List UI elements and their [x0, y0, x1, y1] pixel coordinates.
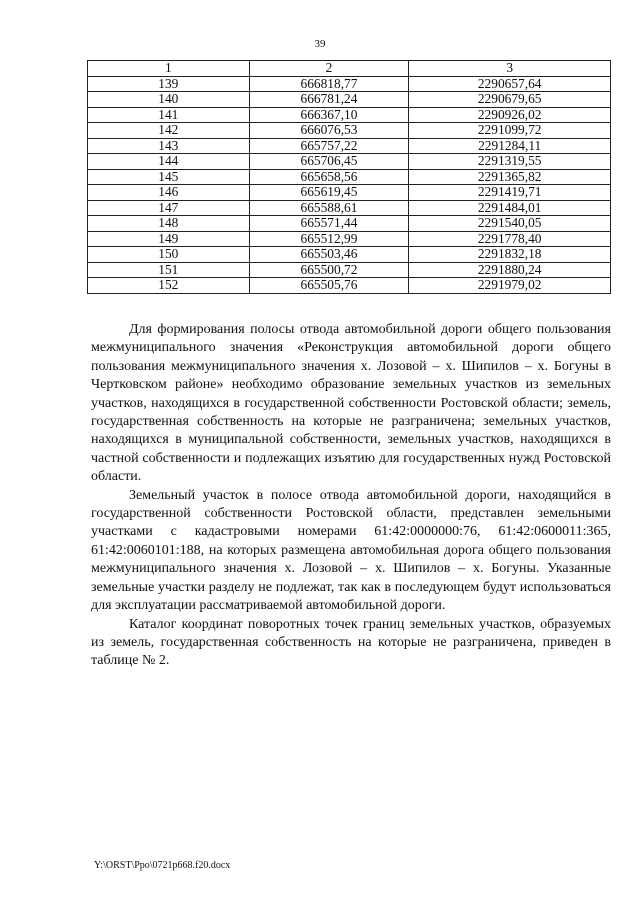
cell-point-number: 150	[88, 247, 250, 263]
cell-point-number: 149	[88, 231, 250, 247]
cell-x-coordinate: 666367,10	[249, 107, 409, 123]
cell-x-coordinate: 665512,99	[249, 231, 409, 247]
table-row	[88, 138, 611, 154]
cell-point-number: 148	[88, 216, 250, 232]
cell-x-coordinate: 665571,44	[249, 216, 409, 232]
cell-point-number: 142	[88, 123, 250, 139]
cell-y-coordinate: 2291419,71	[409, 185, 611, 201]
table-body	[88, 76, 611, 293]
cell-y-coordinate: 2290679,65	[409, 92, 611, 108]
table-row	[88, 185, 611, 201]
paragraph-catalog-reference: Каталог координат поворотных точек границ земельных участков, образуемых из земель, государственная собственность на которые не разграничена, приведен в таблице № 2.	[91, 616, 611, 669]
cell-x-coordinate: 665658,56	[249, 169, 409, 185]
cell-point-number: 143	[88, 138, 250, 154]
cell-y-coordinate: 2291979,02	[409, 278, 611, 294]
header-cell-x: 2	[249, 61, 409, 77]
table-row	[88, 200, 611, 216]
cell-point-number: 145	[88, 169, 250, 185]
cell-point-number: 140	[88, 92, 250, 108]
coordinates-table	[87, 60, 611, 294]
cell-x-coordinate: 666818,77	[249, 76, 409, 92]
cell-x-coordinate: 665588,61	[249, 200, 409, 216]
cell-x-coordinate: 665505,76	[249, 278, 409, 294]
cell-y-coordinate: 2291484,01	[409, 200, 611, 216]
table-header-row	[88, 61, 611, 77]
cell-y-coordinate: 2291365,82	[409, 169, 611, 185]
cell-point-number: 147	[88, 200, 250, 216]
table-row	[88, 92, 611, 108]
cell-x-coordinate: 666781,24	[249, 92, 409, 108]
cell-x-coordinate: 666076,53	[249, 123, 409, 139]
cell-y-coordinate: 2291284,11	[409, 138, 611, 154]
page-number: 39	[314, 38, 326, 50]
cell-x-coordinate: 665500,72	[249, 262, 409, 278]
cell-point-number: 146	[88, 185, 250, 201]
table-row	[88, 262, 611, 278]
table-row	[88, 216, 611, 232]
cell-y-coordinate: 2291319,55	[409, 154, 611, 170]
table-row	[88, 154, 611, 170]
body-text	[91, 321, 611, 671]
table-row	[88, 278, 611, 294]
table-row	[88, 247, 611, 263]
cell-x-coordinate: 665757,22	[249, 138, 409, 154]
table-row	[88, 231, 611, 247]
cell-point-number: 144	[88, 154, 250, 170]
cell-y-coordinate: 2291099,72	[409, 123, 611, 139]
paragraph-right-of-way: Для формирования полосы отвода автомобильной дороги общего пользования межмуниципального значения «Реконструкция автомобильной дороги общего пользования межмуниципального значения х. Лозовой – х. Шипилов – х. Богуны в Чертковском районе» необходимо образование земельных участков из земельных участков, находящихся в государственной собственности Ростовской области; земель, государственная собственность на которые не разграничена; земельных участков, находящихся в муниципальной собственности, земельных участков, находящихся в частной собственности и подлежащих изъятию для государственных нужд Ростовской области.	[91, 322, 611, 485]
cell-point-number: 152	[88, 278, 250, 294]
cell-y-coordinate: 2290926,02	[409, 107, 611, 123]
cell-y-coordinate: 2290657,64	[409, 76, 611, 92]
table-row	[88, 169, 611, 185]
cell-point-number: 141	[88, 107, 250, 123]
table-row	[88, 123, 611, 139]
cell-point-number: 139	[88, 76, 250, 92]
cell-y-coordinate: 2291880,24	[409, 262, 611, 278]
cell-x-coordinate: 665619,45	[249, 185, 409, 201]
table-row	[88, 76, 611, 92]
cell-y-coordinate: 2291540,05	[409, 216, 611, 232]
cell-y-coordinate: 2291832,18	[409, 247, 611, 263]
cell-x-coordinate: 665706,45	[249, 154, 409, 170]
cell-x-coordinate: 665503,46	[249, 247, 409, 263]
header-cell-y: 3	[409, 61, 611, 77]
header-cell-point: 1	[88, 61, 250, 77]
cell-point-number: 151	[88, 262, 250, 278]
footer-file-path: Y:\ORST\Ppo\0721p668.f20.docx	[94, 860, 231, 871]
cell-y-coordinate: 2291778,40	[409, 231, 611, 247]
paragraph-state-land: Земельный участок в полосе отвода автомобильной дороги, находящийся в государственной собственности Ростовской области, представлен земельными участками с кадастровыми номерами 61:42:0000000:76, 61:42:0600011:365, 61:42:0060101:188, на которых размещена автомобильная дорога общего пользования межмуниципального значения х. Лозовой – х. Шипилов – х. Богуны. Указанные земельные участки разделу не подлежат, так как в последующем будут использоваться для эксплуатации рассматриваемой автомобильной дороги.	[91, 487, 611, 614]
table-row	[88, 107, 611, 123]
